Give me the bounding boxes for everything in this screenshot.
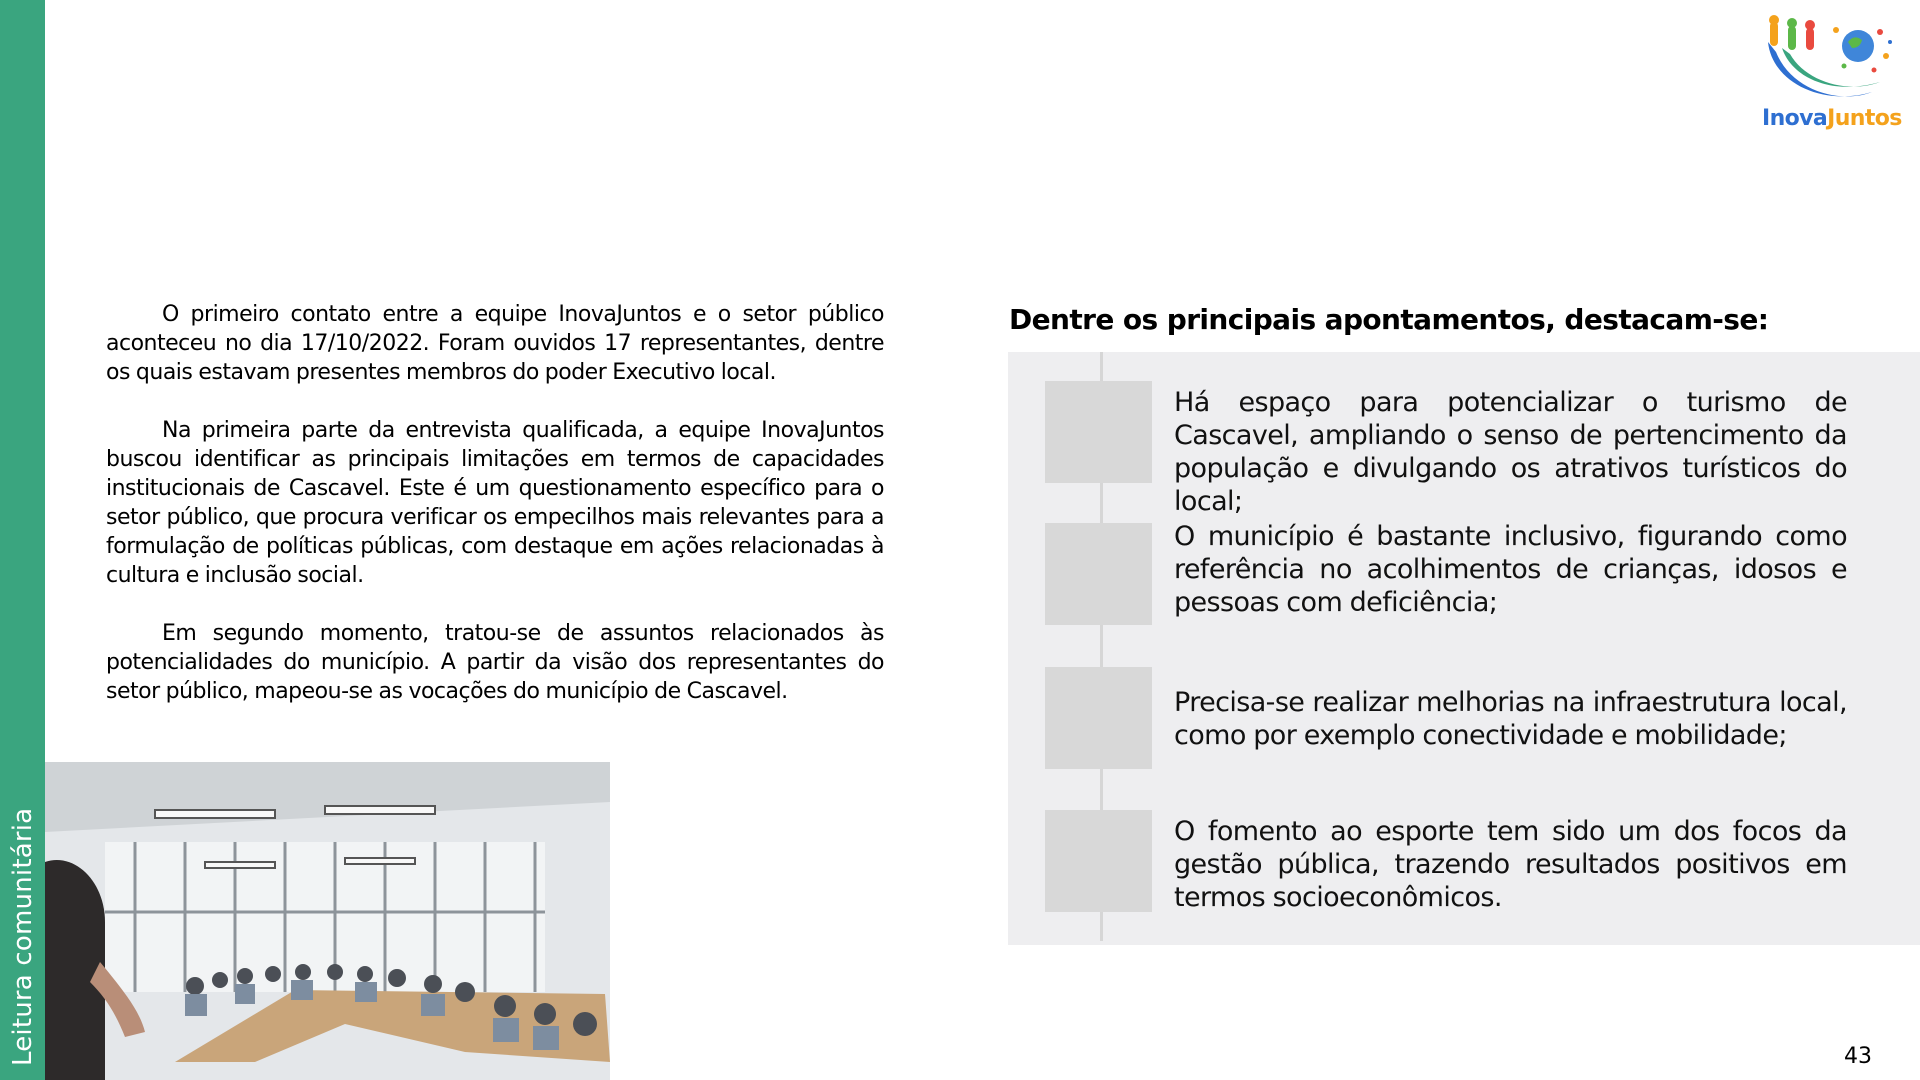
logo-text-inova: Inova xyxy=(1762,106,1828,131)
body-text xyxy=(106,300,884,735)
bullet-marker xyxy=(1045,381,1152,483)
page-number: 43 xyxy=(1844,1044,1872,1069)
highlight-item: O município é bastante inclusivo, figurando como referência no acolhimentos de crianças, idosos e pessoas com deficiência; xyxy=(1174,521,1847,618)
sidebar-band xyxy=(0,0,45,1080)
logo-text-juntos: Juntos xyxy=(1827,106,1902,131)
inovajuntos-logo xyxy=(1752,12,1902,136)
bullet-marker xyxy=(1045,667,1152,769)
paragraph: Em segundo momento, tratou-se de assuntos relacionados às potencialidades do município. A partir da visão dos representantes do setor público, mapeou-se as vocações do município de Cascavel. xyxy=(106,621,884,704)
meeting-photo xyxy=(45,762,610,1080)
bullet-marker xyxy=(1045,523,1152,625)
highlight-item: Precisa-se realizar melhorias na infraestrutura local, como por exemplo conectividade e mobilidade; xyxy=(1174,687,1847,751)
paragraph: Na primeira parte da entrevista qualificada, a equipe InovaJuntos buscou identificar as principais limitações em termos de capacidades institucionais de Cascavel. Este é um questionamento específico para o setor público, que procura verificar os empecilhos mais relevantes para a formulação de políticas públicas, com destaque em ações relacionadas à cultura e inclusão social. xyxy=(106,418,884,588)
highlight-item: Há espaço para potencializar o turismo de Cascavel, ampliando o senso de pertencimento da população e divulgando os atrativos turísticos do local; xyxy=(1174,387,1847,517)
section-label: Leitura comunitária xyxy=(8,807,38,1066)
bullet-marker xyxy=(1045,810,1152,912)
logo-emblem-icon xyxy=(1762,12,1902,108)
highlights-title: Dentre os principais apontamentos, destacam-se: xyxy=(1009,303,1769,336)
paragraph: O primeiro contato entre a equipe InovaJuntos e o setor público aconteceu no dia 17/10/2022. Foram ouvidos 17 representantes, dentre os quais estavam presentes membros do poder Executivo local. xyxy=(106,302,884,385)
highlight-item: O fomento ao esporte tem sido um dos focos da gestão pública, trazendo resultados positivos em termos socioeconômicos. xyxy=(1174,816,1847,913)
